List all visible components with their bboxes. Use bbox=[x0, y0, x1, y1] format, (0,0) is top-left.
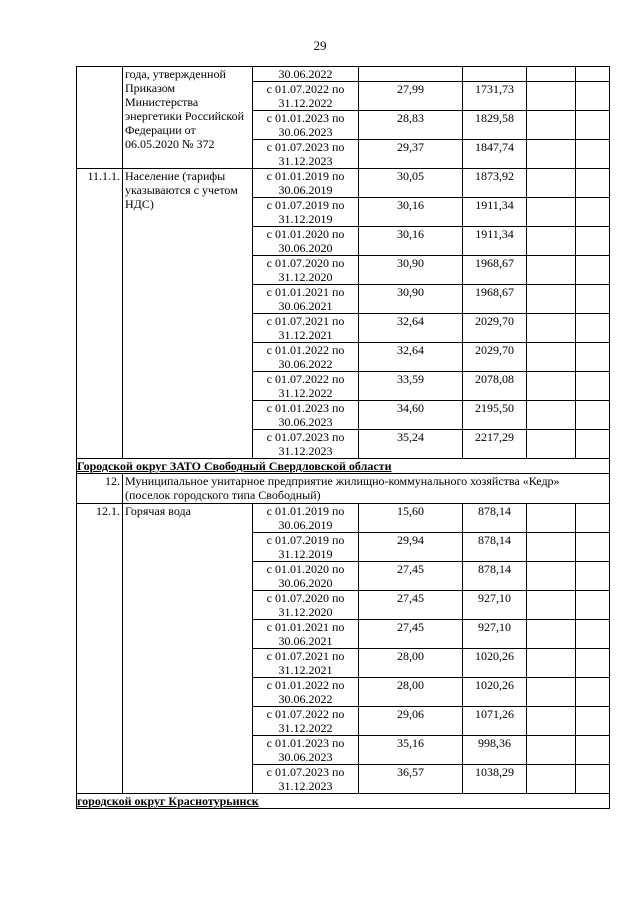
empty-cell bbox=[527, 343, 576, 372]
tariff-value-cell: 27,45 bbox=[359, 562, 463, 591]
empty-cell bbox=[527, 591, 576, 620]
tariff-value-cell: 1911,34 bbox=[463, 198, 527, 227]
tariff-value-cell: 998,36 bbox=[463, 736, 527, 765]
tariff-value-cell: 30,16 bbox=[359, 198, 463, 227]
period-cell: с 01.01.2020 по 30.06.2020 bbox=[253, 562, 359, 591]
consumer-label: Население (тарифы указываются с учетом НДС) bbox=[123, 169, 253, 459]
empty-cell bbox=[527, 620, 576, 649]
consumer-label: года, утвержденной Приказом Министерства энергетики Российской Федерации от 06.05.2020 № 372 bbox=[123, 67, 253, 169]
empty-cell bbox=[576, 620, 610, 649]
organization-name: Муниципальное унитарное предприятие жилищно-коммунального хозяйства «Кедр» (поселок городского типа Свободный) bbox=[123, 474, 610, 504]
empty-cell bbox=[527, 707, 576, 736]
tariff-value-cell: 1968,67 bbox=[463, 256, 527, 285]
period-cell: с 01.07.2020 по 31.12.2020 bbox=[253, 591, 359, 620]
tariff-value-cell: 2217,29 bbox=[463, 430, 527, 459]
tariff-value-cell: 30,05 bbox=[359, 169, 463, 198]
period-cell: с 01.01.2023 по 30.06.2023 bbox=[253, 736, 359, 765]
empty-cell bbox=[576, 67, 610, 82]
tariff-value-cell bbox=[359, 67, 463, 82]
row-number bbox=[77, 67, 123, 169]
empty-cell bbox=[527, 736, 576, 765]
empty-cell bbox=[576, 372, 610, 401]
organization-row bbox=[77, 474, 610, 504]
table-row bbox=[77, 169, 610, 198]
empty-cell bbox=[527, 227, 576, 256]
empty-cell bbox=[576, 169, 610, 198]
period-cell: с 01.07.2022 по 31.12.2022 bbox=[253, 82, 359, 111]
period-cell: с 01.01.2021 по 30.06.2021 bbox=[253, 620, 359, 649]
section-title: городской округ Краснотурьинск bbox=[77, 794, 610, 809]
tariff-value-cell bbox=[463, 67, 527, 82]
empty-cell bbox=[527, 82, 576, 111]
tariff-value-cell: 927,10 bbox=[463, 620, 527, 649]
tariff-value-cell: 29,06 bbox=[359, 707, 463, 736]
tariff-value-cell: 27,45 bbox=[359, 591, 463, 620]
tariff-value-cell: 29,94 bbox=[359, 533, 463, 562]
empty-cell bbox=[527, 562, 576, 591]
tariff-value-cell: 30,90 bbox=[359, 256, 463, 285]
empty-cell bbox=[576, 430, 610, 459]
consumer-label: Горячая вода bbox=[123, 504, 253, 794]
empty-cell bbox=[527, 198, 576, 227]
period-cell: с 01.01.2021 по 30.06.2021 bbox=[253, 285, 359, 314]
empty-cell bbox=[576, 401, 610, 430]
period-cell: с 01.01.2023 по 30.06.2023 bbox=[253, 401, 359, 430]
empty-cell bbox=[576, 198, 610, 227]
tariff-value-cell: 1873,92 bbox=[463, 169, 527, 198]
tariff-value-cell: 29,37 bbox=[359, 140, 463, 169]
tariff-value-cell: 28,00 bbox=[359, 649, 463, 678]
tariff-value-cell: 1731,73 bbox=[463, 82, 527, 111]
empty-cell bbox=[527, 285, 576, 314]
section-row bbox=[77, 459, 610, 474]
tariff-value-cell: 32,64 bbox=[359, 314, 463, 343]
tariff-table bbox=[76, 66, 610, 809]
tariff-value-cell: 30,16 bbox=[359, 227, 463, 256]
period-cell: с 01.07.2019 по 31.12.2019 bbox=[253, 533, 359, 562]
empty-cell bbox=[576, 314, 610, 343]
empty-cell bbox=[576, 533, 610, 562]
empty-cell bbox=[576, 285, 610, 314]
period-cell: с 01.01.2019 по 30.06.2019 bbox=[253, 169, 359, 198]
empty-cell bbox=[576, 140, 610, 169]
tariff-value-cell: 878,14 bbox=[463, 562, 527, 591]
empty-cell bbox=[576, 504, 610, 533]
tariff-value-cell: 1847,74 bbox=[463, 140, 527, 169]
tariff-value-cell: 34,60 bbox=[359, 401, 463, 430]
tariff-value-cell: 35,16 bbox=[359, 736, 463, 765]
tariff-value-cell: 15,60 bbox=[359, 504, 463, 533]
empty-cell bbox=[527, 678, 576, 707]
period-cell: с 01.07.2023 по 31.12.2023 bbox=[253, 430, 359, 459]
empty-cell bbox=[527, 765, 576, 794]
empty-cell bbox=[527, 314, 576, 343]
empty-cell bbox=[576, 765, 610, 794]
tariff-value-cell: 927,10 bbox=[463, 591, 527, 620]
period-cell: с 01.01.2022 по 30.06.2022 bbox=[253, 343, 359, 372]
tariff-value-cell: 1071,26 bbox=[463, 707, 527, 736]
tariff-value-cell: 27,99 bbox=[359, 82, 463, 111]
empty-cell bbox=[576, 678, 610, 707]
period-cell: 30.06.2022 bbox=[253, 67, 359, 82]
tariff-value-cell: 878,14 bbox=[463, 533, 527, 562]
period-cell: с 01.01.2020 по 30.06.2020 bbox=[253, 227, 359, 256]
period-cell: с 01.07.2023 по 31.12.2023 bbox=[253, 140, 359, 169]
empty-cell bbox=[527, 256, 576, 285]
tariff-value-cell: 28,00 bbox=[359, 678, 463, 707]
section-title: Городской округ ЗАТО Свободный Свердловской области bbox=[77, 459, 610, 474]
empty-cell bbox=[576, 82, 610, 111]
tariff-value-cell: 2078,08 bbox=[463, 372, 527, 401]
period-cell: с 01.07.2023 по 31.12.2023 bbox=[253, 765, 359, 794]
tariff-value-cell: 878,14 bbox=[463, 504, 527, 533]
page-number: 29 bbox=[313, 38, 327, 53]
period-cell: с 01.01.2023 по 30.06.2023 bbox=[253, 111, 359, 140]
empty-cell bbox=[576, 256, 610, 285]
tariff-value-cell: 2029,70 bbox=[463, 314, 527, 343]
row-number: 12. bbox=[77, 474, 123, 504]
empty-cell bbox=[527, 504, 576, 533]
period-cell: с 01.07.2021 по 31.12.2021 bbox=[253, 314, 359, 343]
empty-cell bbox=[527, 372, 576, 401]
tariff-value-cell: 1020,26 bbox=[463, 678, 527, 707]
period-cell: с 01.01.2019 по 30.06.2019 bbox=[253, 504, 359, 533]
tariff-value-cell: 2029,70 bbox=[463, 343, 527, 372]
tariff-value-cell: 33,59 bbox=[359, 372, 463, 401]
tariff-value-cell: 35,24 bbox=[359, 430, 463, 459]
period-cell: с 01.07.2019 по 31.12.2019 bbox=[253, 198, 359, 227]
empty-cell bbox=[576, 111, 610, 140]
empty-cell bbox=[576, 649, 610, 678]
empty-cell bbox=[576, 736, 610, 765]
tariff-value-cell: 1968,67 bbox=[463, 285, 527, 314]
empty-cell bbox=[527, 649, 576, 678]
empty-cell bbox=[576, 227, 610, 256]
table-row bbox=[77, 67, 610, 82]
empty-cell bbox=[576, 591, 610, 620]
tariff-value-cell: 30,90 bbox=[359, 285, 463, 314]
period-cell: с 01.07.2020 по 31.12.2020 bbox=[253, 256, 359, 285]
empty-cell bbox=[527, 169, 576, 198]
empty-cell bbox=[527, 140, 576, 169]
empty-cell bbox=[527, 67, 576, 82]
section-row bbox=[77, 794, 610, 809]
tariff-value-cell: 2195,50 bbox=[463, 401, 527, 430]
empty-cell bbox=[576, 562, 610, 591]
period-cell: с 01.07.2021 по 31.12.2021 bbox=[253, 649, 359, 678]
tariff-value-cell: 1829,58 bbox=[463, 111, 527, 140]
tariff-value-cell: 27,45 bbox=[359, 620, 463, 649]
table-row bbox=[77, 504, 610, 533]
row-number: 11.1.1. bbox=[77, 169, 123, 459]
empty-cell bbox=[576, 707, 610, 736]
period-cell: с 01.01.2022 по 30.06.2022 bbox=[253, 678, 359, 707]
tariff-value-cell: 32,64 bbox=[359, 343, 463, 372]
empty-cell bbox=[527, 430, 576, 459]
empty-cell bbox=[527, 401, 576, 430]
tariff-value-cell: 1020,26 bbox=[463, 649, 527, 678]
empty-cell bbox=[527, 111, 576, 140]
tariff-value-cell: 36,57 bbox=[359, 765, 463, 794]
empty-cell bbox=[576, 343, 610, 372]
period-cell: с 01.07.2022 по 31.12.2022 bbox=[253, 707, 359, 736]
empty-cell bbox=[527, 533, 576, 562]
tariff-value-cell: 1038,29 bbox=[463, 765, 527, 794]
tariff-value-cell: 28,83 bbox=[359, 111, 463, 140]
period-cell: с 01.07.2022 по 31.12.2022 bbox=[253, 372, 359, 401]
row-number: 12.1. bbox=[77, 504, 123, 794]
tariff-value-cell: 1911,34 bbox=[463, 227, 527, 256]
